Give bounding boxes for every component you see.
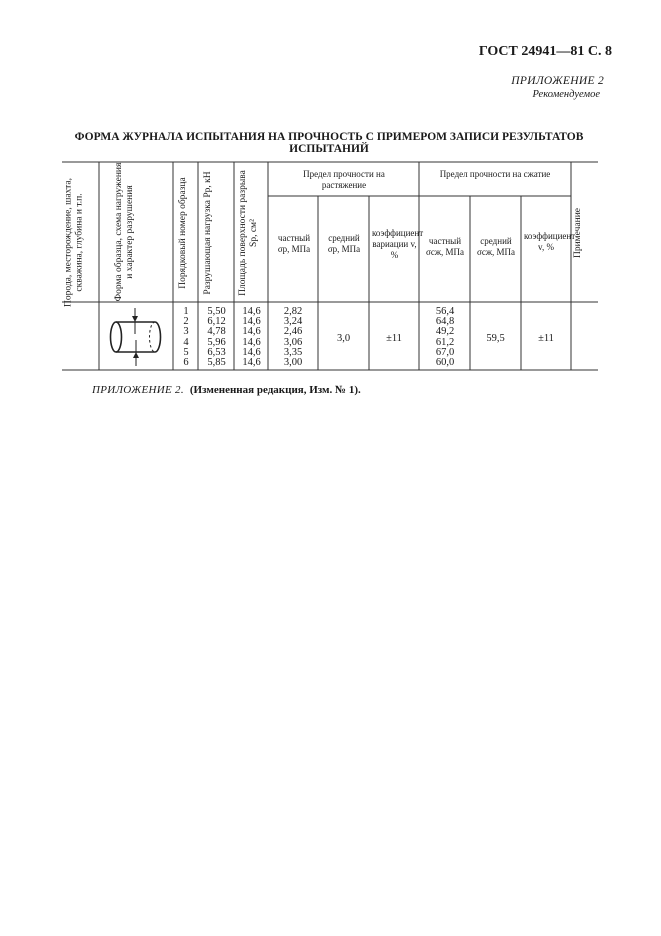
cell: 6,53 xyxy=(207,346,226,358)
cell: 14,6 xyxy=(242,346,261,358)
header-num: Порядковый номер образца xyxy=(178,177,188,289)
header-rock: Порода, месторождение, шахта, скважина, глубина и т.п. xyxy=(63,178,85,308)
col-c-part xyxy=(420,307,470,368)
cell: 3 xyxy=(183,326,189,338)
cell: 67,0 xyxy=(435,346,455,358)
cell: 5,96 xyxy=(207,336,226,348)
cell: 60,0 xyxy=(435,357,455,369)
cell: 6,12 xyxy=(207,316,226,328)
cell: 2,46 xyxy=(283,326,303,338)
header-c-coef: коэффициент v, % xyxy=(524,231,576,252)
cell: 56,4 xyxy=(435,306,455,317)
cell: 5,85 xyxy=(207,357,226,369)
header-shape: Форма образца, схема нагружения и характер разрушения xyxy=(114,162,135,302)
cell: 14,6 xyxy=(242,336,261,348)
cell: 64,8 xyxy=(435,316,455,328)
header-area: Площадь поверхности разрыва Sp, см² xyxy=(238,170,259,296)
cell: 14,6 xyxy=(242,306,261,317)
t-coef-value: ±11 xyxy=(386,333,402,344)
header-t-part: частный σp, МПа xyxy=(277,233,311,254)
appendix-status: Рекомендуемое xyxy=(532,89,600,100)
cell: 3,35 xyxy=(283,346,303,358)
cell: 49,2 xyxy=(435,326,455,338)
cell: 5 xyxy=(183,346,189,358)
header-tension-group: Предел прочности на растяжение xyxy=(303,169,385,190)
header-load: Разрушающая нагрузка Pp, кН xyxy=(203,171,213,295)
cell: 4 xyxy=(183,336,189,348)
footnote-label: ПРИЛОЖЕНИЕ 2. xyxy=(92,384,184,396)
col-t-part xyxy=(270,307,316,368)
col-area xyxy=(235,307,268,368)
cell: 3,06 xyxy=(283,336,303,348)
col-num xyxy=(174,307,198,368)
cell: 14,6 xyxy=(242,316,261,328)
t-avg-value: 3,0 xyxy=(336,333,351,344)
cell: 6 xyxy=(183,357,189,369)
cell: 61,2 xyxy=(435,336,455,348)
footnote-text: (Измененная редакция, Изм. № 1). xyxy=(189,384,361,396)
header-c-part: частный σсж, МПа xyxy=(425,236,465,257)
appendix-label: ПРИЛОЖЕНИЕ 2 xyxy=(511,75,604,87)
specimen-diagram xyxy=(99,302,173,370)
c-coef-value: ±11 xyxy=(538,333,554,344)
header-t-coef: коэффициент вариации v, % xyxy=(372,228,424,260)
cell: 4,78 xyxy=(207,326,226,338)
header-c-avg: средний σсж, МПа xyxy=(476,236,516,257)
cell: 3,00 xyxy=(283,357,303,369)
cell: 3,24 xyxy=(283,316,303,328)
col-load xyxy=(199,307,234,368)
header-note: Примечание xyxy=(573,207,583,259)
footnote xyxy=(92,384,361,396)
header-compression-group: Предел прочности на сжатие xyxy=(439,169,551,179)
form-title: ФОРМА ЖУРНАЛА ИСПЫТАНИЯ НА ПРОЧНОСТЬ С ПРИМЕРОМ ЗАПИСИ РЕЗУЛЬТАТОВ ИСПЫТАНИЙ xyxy=(74,131,584,155)
doc-id: ГОСТ 24941—81 С. 8 xyxy=(478,44,612,59)
cell: 1 xyxy=(183,306,189,317)
cell: 14,6 xyxy=(242,326,261,338)
cell: 2,82 xyxy=(283,306,303,317)
cell: 5,50 xyxy=(207,306,226,317)
cell: 2 xyxy=(183,316,189,328)
header-t-avg: средний σp, МПа xyxy=(327,233,361,254)
c-avg-value: 59,5 xyxy=(486,333,505,344)
cell: 14,6 xyxy=(242,357,261,369)
